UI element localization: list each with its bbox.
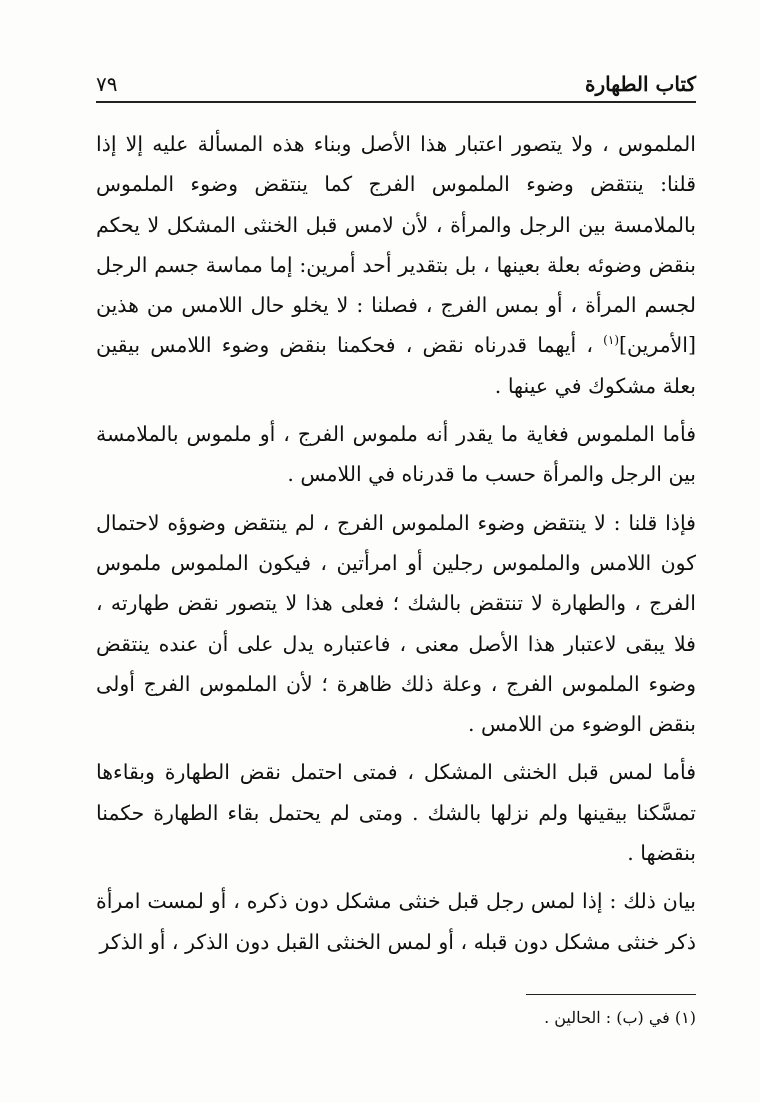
paragraph-1-text: الملموس ، ولا يتصور اعتبار هذا الأصل وبناء هذه المسألة عليه إلا إذا قلنا: ينتقض وضوء الملموس الفرج كما ينتقض وضوء الملموس بالملامسة بين الرجل والمرأة ، لأن لامس قبل الخنثى المشكل لا يحكم بنقض وضوئه بعلة بعينها ، بل بتقدير أحد أمرين: إما مماسة جسم الرجل لجسم المرأة ، أو بمس الفرج ، فصلنا : لا يخلو حال اللامس من هذين [الأمرين] — [96, 132, 696, 358]
page-body — [96, 124, 696, 970]
paragraph-1 — [96, 124, 696, 406]
paragraph-4: فأما لمس قبل الخنثى المشكل ، فمتى احتمل نقض الطهارة وبقاءها تمسَّكنا بيقينها ولم نزلها بالشك . ومتى لم يحتمل بقاء الطهارة حكمنا بنقضها . — [96, 760, 696, 866]
book-page — [96, 0, 696, 1103]
paragraph-1-continuation: ، أيهما قدرناه نقض ، فحكمنا بنقض وضوء اللامس بيقين بعلة مشكوك في عينها . — [96, 333, 696, 398]
page-number: ٧٩ — [96, 72, 118, 96]
paragraph-5: بيان ذلك : إذا لمس رجل قبل خنثى مشكل دون ذكره ، أو لمست امرأة ذكر خنثى مشكل دون قبله ، أو لمس الخنثى القبل دون الذكر ، أو الذكر — [96, 889, 696, 954]
footnote-rule — [526, 994, 696, 995]
footnote-reference: (١) — [603, 333, 619, 348]
header-rule — [96, 101, 696, 103]
footnote: (١) في (ب) : الحالين . — [544, 1008, 696, 1027]
running-title: كتاب الطهارة — [585, 72, 696, 96]
page-header — [96, 72, 696, 102]
paragraph-3: فإذا قلنا : لا ينتقض وضوء الملموس الفرج ، لم ينتقض وضوؤه لاحتمال كون اللامس والملموس رجلين أو امرأتين ، فيكون الملموس ملموس الفرج ، والطهارة لا تنتقض بالشك ؛ فعلى هذا لا يتصور نقض طهارته ، فلا يبقى لاعتبار هذا الأصل معنى ، فاعتباره يدل على أن عنده ينتقض وضوء الملموس الفرج ، وعلة ذلك ظاهرة ؛ لأن الملموس الفرج أولى بنقض الوضوء من اللامس . — [96, 510, 696, 737]
paragraph-2: فأما الملموس فغاية ما يقدر أنه ملموس الفرج ، أو ملموس بالملامسة بين الرجل والمرأة حسب ما قدرناه في اللامس . — [96, 422, 696, 487]
